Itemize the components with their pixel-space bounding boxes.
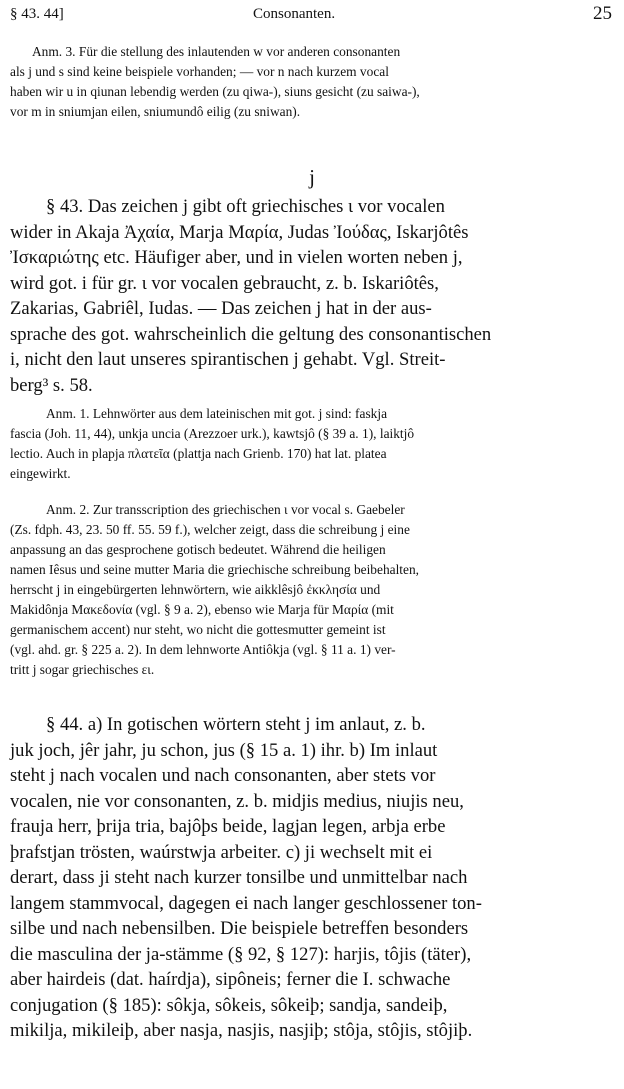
- text-line: aber hairdeis (dat. haírdja), sipôneis; ferner die I. schwache: [10, 969, 451, 990]
- text-line: fascia (Joh. 11, 44), unkja uncia (Arezzoer urk.), kawtsjô (§ 39 a. 1), laiktjô: [10, 426, 415, 441]
- text-line: Anm. 2. Zur transscription des griechischen ι vor vocal s. Gaebeler: [46, 502, 405, 517]
- text-line: i, nicht den laut unseres spirantischen j gehabt. Vgl. Streit-: [10, 349, 446, 370]
- text-line: berg³ s. 58.: [10, 374, 93, 396]
- section-heading-j: j: [309, 165, 315, 189]
- text-line: Ἰσκαριώτης etc. Häufiger aber, und in vielen worten neben j,: [10, 247, 463, 268]
- text-line: (Zs. fdph. 43, 23. 50 ff. 55. 59 f.), welcher zeigt, dass die schreibung j eine: [10, 522, 410, 537]
- text-line: sprache des got. wahrscheinlich die geltung des consonantischen: [10, 323, 492, 345]
- text-line: § 43. Das zeichen j gibt oft griechisches ι vor vocalen: [46, 196, 445, 217]
- text-line: derart, dass ji steht nach kurzer tonsilbe und unmittelbar nach: [10, 867, 468, 888]
- header-title: Consonanten.: [253, 6, 336, 22]
- text-line: þrafstjan trösten, waúrstwja arbeiter. c) ji wechselt mit ei: [10, 841, 433, 863]
- text-line: vocalen, nie vor consonanten, z. b. midjis medius, niujis neu,: [10, 790, 464, 812]
- running-header: [10, 3, 612, 28]
- text-line: silbe und nach nebensilben. Die beispiele betreffen besonders: [10, 918, 469, 939]
- text-line: herrscht j in eingebürgerten lehnwörtern, wie aikklêsjô ἐκκλησία und: [10, 582, 381, 597]
- text-line: wird got. i für gr. ι vor vocalen gebraucht, z. b. Iskariôtês,: [10, 272, 439, 294]
- text-line: steht j nach vocalen und nach consonanten, aber stets vor: [10, 765, 436, 786]
- anm2-note: [10, 500, 604, 680]
- anm3-note: [10, 42, 604, 122]
- text-line: tritt j sogar griechisches ει.: [10, 662, 155, 677]
- text-line: mikilja, mikileiþ, aber nasja, nasjis, nasjiþ; stôja, stôjis, stôjiþ.: [10, 1020, 473, 1041]
- text-line: haben wir u in qiunan lebendig werden (zu qiwa-), siuns gesicht (zu saiwa-),: [10, 84, 420, 99]
- text-line: germanischem accent) nur steht, wo nicht die gottesmutter gemeint ist: [10, 622, 386, 637]
- text-line: Anm. 3. Für die stellung des inlautenden w vor anderen consonanten: [32, 44, 401, 59]
- text-line: vor m in sniumjan eilen, sniumundô eilig (zu sniwan).: [10, 104, 301, 119]
- text-line: langem stammvocal, dagegen ei nach langer geschlossener ton-: [10, 892, 482, 914]
- text-line: wider in Akaja Ἀχαία, Marja Μαρία, Judas Ἰούδας, Iskarjôtês: [10, 221, 469, 243]
- text-line: die masculina der ja-stämme (§ 92, § 127): harjis, tôjis (täter),: [10, 943, 472, 965]
- text-line: juk joch, jêr jahr, ju schon, jus (§ 15 a. 1) ihr. b) Im inlaut: [10, 739, 438, 761]
- text-line: anpassung an das gesprochene gotisch bedeutet. Während die heiligen: [10, 542, 386, 557]
- header-section-ref: § 43. 44]: [10, 6, 64, 22]
- text-line: als j und s sind keine beispiele vorhanden; — vor n nach kurzem vocal: [10, 64, 389, 79]
- paragraph-44: [10, 712, 604, 1044]
- text-line: § 44. a) In gotischen wörtern steht j im anlaut, z. b.: [46, 714, 426, 735]
- paragraph-43: [10, 194, 604, 398]
- text-line: Makidônja Μακεδονία (vgl. § 9 a. 2), ebenso wie Marja für Μαρία (mit: [10, 602, 394, 617]
- text-line: namen Iêsus und seine mutter Maria die griechische schreibung beibehalten,: [10, 562, 420, 577]
- text-line: eingewirkt.: [10, 466, 71, 481]
- text-line: Zakarias, Gabriêl, Iudas. — Das zeichen j hat in der aus-: [10, 298, 432, 319]
- text-line: conjugation (§ 185): sôkja, sôkeis, sôkeiþ; sandja, sandeiþ,: [10, 994, 448, 1016]
- page-number: 25: [593, 3, 612, 24]
- anm1-note: [10, 404, 604, 484]
- text-line: lectio. Auch in plapja πλατεῖα (plattja nach Grienb. 170) hat lat. platea: [10, 446, 387, 461]
- text-line: Anm. 1. Lehnwörter aus dem lateinischen mit got. j sind: faskja: [46, 406, 388, 421]
- text-line: (vgl. ahd. gr. § 225 a. 2). In dem lehnworte Antiôkja (vgl. § 11 a. 1) ver-: [10, 642, 396, 657]
- text-line: frauja herr, þrija tria, bajôþs beide, lagjan legen, arbja erbe: [10, 816, 446, 837]
